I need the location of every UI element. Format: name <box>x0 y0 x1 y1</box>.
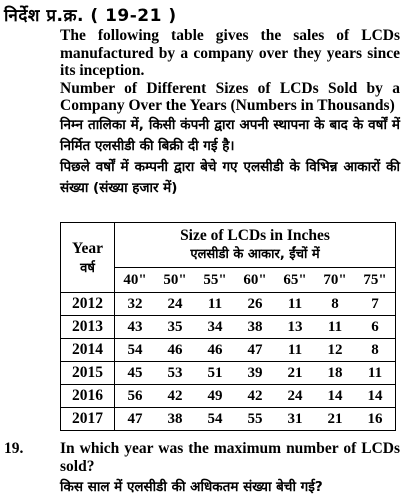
value-cell: 53 <box>167 364 183 381</box>
value-cell: 8 <box>331 295 339 312</box>
value-cell: 18 <box>327 364 343 381</box>
value-cell: 21 <box>327 410 343 427</box>
values-cell <box>115 293 396 316</box>
size-label: 75" <box>363 271 387 288</box>
values-cell <box>115 408 396 431</box>
value-cell: 11 <box>287 341 303 358</box>
value-cell: 56 <box>127 387 143 404</box>
value-cell: 6 <box>371 318 379 335</box>
intro-hindi: निम्न तालिका में, किसी कंपनी द्वारा अपनी स्थापना के बाद के वर्षों में निर्मित एलसीडी की बिक्री दी गई है। <box>60 116 400 154</box>
value-cell: 11 <box>287 295 303 312</box>
value-cell: 46 <box>167 341 183 358</box>
value-cell: 42 <box>247 387 263 404</box>
value-cell: 35 <box>167 318 183 335</box>
value-cell: 26 <box>247 295 263 312</box>
year-cell: 2017 <box>61 408 115 431</box>
value-cell: 45 <box>127 364 143 381</box>
value-cell: 13 <box>287 318 303 335</box>
question-number: 19. <box>4 440 24 457</box>
value-cell: 11 <box>367 364 383 381</box>
year-cell: 2016 <box>61 385 115 408</box>
value-cell: 11 <box>327 318 343 335</box>
value-cell: 39 <box>247 364 263 381</box>
year-label-en: Year <box>72 239 103 257</box>
value-cell: 51 <box>207 364 223 381</box>
intro-english: The following table gives the sales of LCDs manufactured by a company over they years since its inception. <box>60 27 400 79</box>
value-cell: 14 <box>367 387 383 404</box>
size-label: 70" <box>323 271 347 288</box>
year-label-hi: वर्ष <box>80 260 95 276</box>
value-cell: 11 <box>207 295 223 312</box>
value-cell: 34 <box>207 318 223 335</box>
year-cell: 2012 <box>61 293 115 316</box>
year-cell: 2015 <box>61 362 115 385</box>
table-row <box>61 316 396 339</box>
size-label: 55" <box>203 271 227 288</box>
table-row <box>61 362 396 385</box>
section-heading: निर्देश प्र.क्र. ( 19-21 ) <box>4 6 177 26</box>
value-cell: 47 <box>127 410 143 427</box>
year-cell: 2014 <box>61 339 115 362</box>
value-cell: 32 <box>127 295 143 312</box>
table-header-row <box>61 223 396 268</box>
values-cell <box>115 362 396 385</box>
value-cell: 12 <box>327 341 343 358</box>
values-cell <box>115 316 396 339</box>
value-cell: 8 <box>371 341 379 358</box>
size-label: 65" <box>283 271 307 288</box>
table-row <box>61 293 396 316</box>
question-english: In which year was the maximum number of LCDs sold? <box>60 440 400 475</box>
value-cell: 38 <box>167 410 183 427</box>
size-label-hi: एलसीडी के आकार, ईंचों में <box>190 247 320 262</box>
size-column-header <box>115 223 396 268</box>
value-cell: 54 <box>207 410 223 427</box>
values-cell <box>115 385 396 408</box>
value-cell: 55 <box>247 410 263 427</box>
value-cell: 43 <box>127 318 143 335</box>
value-cell: 16 <box>367 410 383 427</box>
value-cell: 7 <box>371 295 379 312</box>
intro-block <box>60 27 400 199</box>
value-cell: 14 <box>327 387 343 404</box>
size-labels <box>115 272 395 289</box>
sales-table <box>60 222 396 431</box>
value-cell: 47 <box>247 341 263 358</box>
size-label: 40" <box>123 271 147 288</box>
table-row <box>61 385 396 408</box>
values-cell <box>115 339 396 362</box>
value-cell: 24 <box>287 387 303 404</box>
value-cell: 21 <box>287 364 303 381</box>
table-title-english: Number of Different Sizes of LCDs Sold by a Company Over the Years (Numbers in Thousands) <box>60 79 400 114</box>
value-cell: 42 <box>167 387 183 404</box>
question-hindi: किस साल में एलसीडी की अधिकतम संख्या बेची गई? <box>60 479 323 495</box>
value-cell: 49 <box>207 387 223 404</box>
value-cell: 54 <box>127 341 143 358</box>
size-label: 50" <box>163 271 187 288</box>
table-row <box>61 339 396 362</box>
year-cell: 2013 <box>61 316 115 339</box>
value-cell: 46 <box>207 341 223 358</box>
sizes-cell <box>115 268 396 293</box>
size-label: 60" <box>243 271 267 288</box>
table-row <box>61 408 396 431</box>
value-cell: 38 <box>247 318 263 335</box>
value-cell: 24 <box>167 295 183 312</box>
year-column-header <box>61 223 115 293</box>
table-title-hindi: पिछले वर्षों में कम्पनी द्वारा बेचे गए एलसीडी के विभिन्न आकारों की संख्या (संख्या हजार में) <box>60 158 400 196</box>
table-body <box>61 293 396 431</box>
size-label-en: Size of LCDs in Inches <box>180 227 330 244</box>
value-cell: 31 <box>287 410 303 427</box>
